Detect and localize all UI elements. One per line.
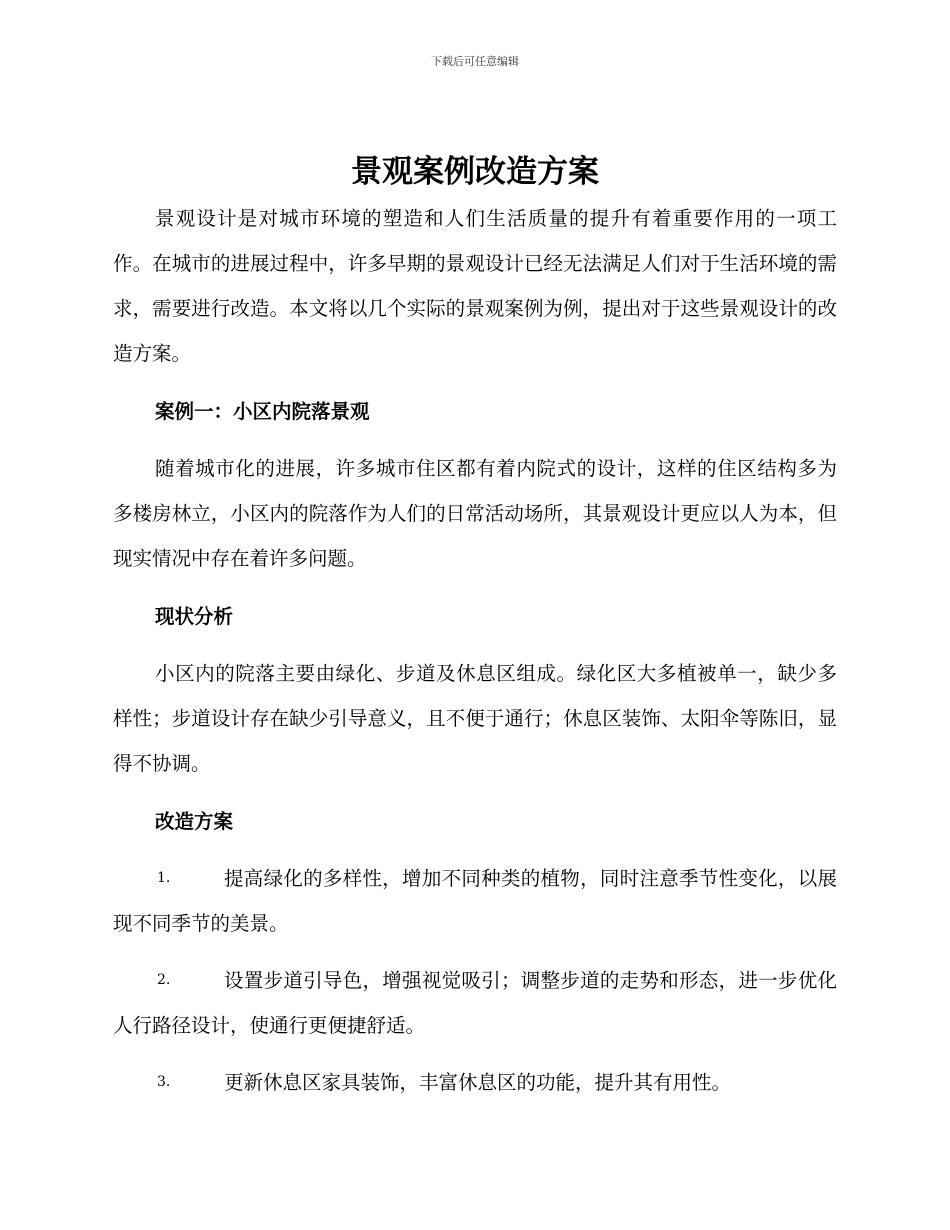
plan-list-item — [113, 958, 837, 1048]
plan-list-item — [113, 856, 837, 946]
case1-paragraph: 随着城市化的进展，许多城市住区都有着内院式的设计，这样的住区结构多为多楼房林立，小区内的院落作为人们的日常活动场所，其景观设计更应以人为本，但现实情况中存在着许多问题。 — [113, 457, 837, 570]
plan-heading: 改造方案 — [155, 810, 234, 833]
list-number: 2. — [157, 972, 171, 988]
list-text: 更新休息区家具装饰，丰富休息区的功能，提升其有用性。 — [224, 1071, 732, 1094]
list-number: 3. — [157, 1074, 171, 1090]
list-number: 1. — [157, 870, 171, 886]
document-title: 景观案例改造方案 — [351, 154, 599, 190]
intro-paragraph: 景观设计是对城市环境的塑造和人们生活质量的提升有着重要作用的一项工作。在城市的进展过程中，许多早期的景观设计已经无法满足人们对于生活环境的需求，需要进行改造。本文将以几个实际的景观案例为例，提出对于这些景观设计的改造方案。 — [113, 207, 837, 365]
page-header-note: 下载后可任意编辑 — [431, 55, 519, 68]
document-body — [113, 196, 837, 1105]
plan-list-item — [113, 1060, 837, 1105]
analysis-paragraph: 小区内的院落主要由绿化、步道及休息区组成。绿化区大多植被单一，缺少多样性；步道设计存在缺少引导意义，且不便于通行；休息区装饰、太阳伞等陈旧，显得不协调。 — [113, 662, 837, 775]
list-text: 设置步道引导色，增强视觉吸引；调整步道的走势和形态，进一步优化人行路径设计，使通行更便捷舒适。 — [113, 969, 837, 1037]
list-text: 提高绿化的多样性，增加不同种类的植物，同时注意季节性变化，以展现不同季节的美景。 — [113, 867, 837, 935]
case1-heading: 案例一：小区内院落景观 — [155, 400, 370, 423]
analysis-heading: 现状分析 — [155, 605, 234, 628]
